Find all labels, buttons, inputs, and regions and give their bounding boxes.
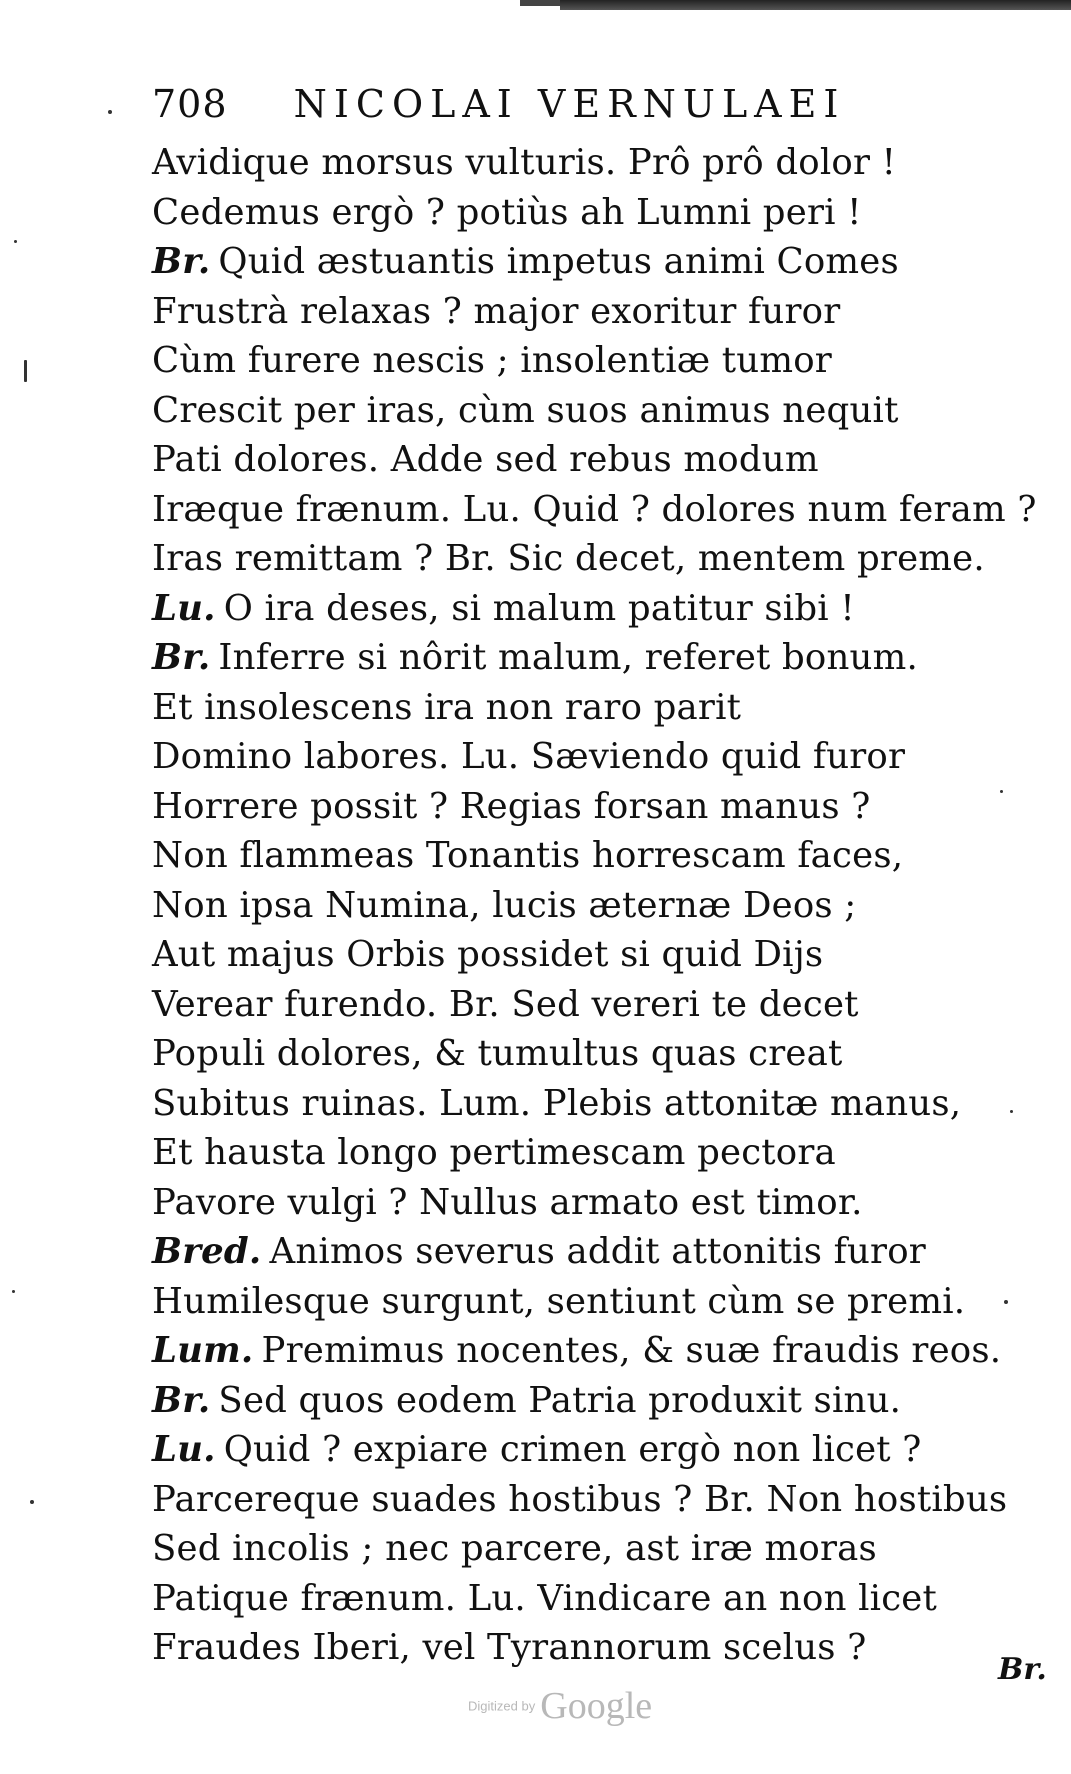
verse-line bbox=[152, 782, 1012, 832]
verse-line bbox=[152, 1128, 1012, 1178]
page-number: 708 bbox=[152, 82, 228, 126]
ink-speck bbox=[30, 1500, 34, 1504]
verse-line-text: Populi dolores, & tumultus quas creat bbox=[152, 1033, 843, 1074]
ink-speck bbox=[14, 240, 17, 243]
verse-line bbox=[152, 1524, 1012, 1574]
verse-line-text: Parcereque suades hostibus ? Br. Non hostibus bbox=[152, 1478, 1008, 1520]
speaker-label: Br. bbox=[152, 1379, 211, 1421]
verse-line bbox=[152, 188, 1012, 238]
verse-line bbox=[152, 237, 1012, 287]
speaker-label: Br. bbox=[152, 637, 211, 678]
running-header bbox=[152, 82, 845, 126]
verse-line-text: Non ipsa Numina, lucis æternæ Deos ; bbox=[152, 884, 857, 926]
verse-line-text: Pavore vulgi ? Nullus armato est timor. bbox=[152, 1181, 863, 1223]
ink-speck bbox=[12, 1290, 15, 1293]
verse-line-text: Non flammeas Tonantis horrescam faces, bbox=[152, 835, 904, 876]
verse-text bbox=[152, 138, 1037, 1673]
verse-line bbox=[152, 881, 1012, 931]
verse-line bbox=[152, 683, 1012, 733]
verse-line bbox=[152, 1029, 1012, 1079]
catchword: Br. bbox=[998, 1652, 1047, 1687]
verse-line bbox=[152, 584, 1012, 634]
verse-line-text: Premimus nocentes, & suæ fraudis reos. bbox=[261, 1330, 1002, 1371]
verse-line-text: Pati dolores. Adde sed rebus modum bbox=[152, 439, 819, 480]
page-edge-shadow bbox=[560, 0, 1071, 10]
verse-line bbox=[152, 980, 1012, 1030]
verse-line-text: Verear furendo. Br. Sed vereri te decet bbox=[152, 983, 859, 1025]
verse-line-text: Horrere possit ? Regias forsan manus ? bbox=[152, 785, 871, 827]
verse-line bbox=[152, 1376, 1012, 1426]
verse-line bbox=[152, 633, 1012, 683]
verse-line bbox=[152, 485, 1037, 535]
verse-line-text: Quid æstuantis impetus animi Comes bbox=[218, 241, 899, 282]
verse-line bbox=[152, 534, 1012, 584]
verse-line bbox=[152, 287, 1012, 337]
verse-line-text: Avidique morsus vulturis. Prô prô dolor ! bbox=[152, 142, 897, 183]
verse-line-text: Et hausta longo pertimescam pectora bbox=[152, 1132, 836, 1173]
verse-line bbox=[152, 1326, 1012, 1376]
watermark-prefix: Digitized by bbox=[468, 1698, 536, 1714]
speaker-label: Lu. bbox=[152, 587, 216, 629]
verse-line bbox=[152, 930, 1012, 980]
verse-line bbox=[152, 336, 1012, 386]
verse-line-text: Crescit per iras, cùm suos animus nequit bbox=[152, 389, 899, 431]
verse-line-text: Cedemus ergò ? potiùs ah Lumni peri ! bbox=[152, 191, 862, 233]
verse-line bbox=[152, 1079, 1012, 1129]
verse-line-text: Iras remittam ? Br. Sic decet, mentem preme. bbox=[152, 538, 985, 579]
verse-line bbox=[152, 1178, 1012, 1228]
google-logo: Google bbox=[540, 1685, 653, 1727]
verse-line bbox=[152, 831, 1012, 881]
page-edge-mark bbox=[520, 0, 560, 6]
verse-line-text: Cùm furere nescis ; insolentiæ tumor bbox=[152, 340, 832, 381]
verse-line bbox=[152, 1425, 1012, 1475]
ink-speck bbox=[1010, 1110, 1013, 1113]
google-watermark bbox=[468, 1684, 708, 1728]
verse-line-text: Domino labores. Lu. Sæviendo quid furor bbox=[152, 736, 906, 777]
verse-line-text: Sed quos eodem Patria produxit sinu. bbox=[218, 1379, 902, 1421]
verse-line bbox=[152, 386, 1012, 436]
ink-speck bbox=[24, 360, 27, 382]
verse-line-text: Iræque frænum. Lu. Quid ? dolores num feram ? bbox=[152, 488, 1037, 530]
verse-line bbox=[152, 435, 1012, 485]
verse-line-text: Inferre si nôrit malum, referet bonum. bbox=[218, 637, 918, 678]
verse-line-text: Fraudes Iberi, vel Tyrannorum scelus ? bbox=[152, 1627, 867, 1668]
verse-line bbox=[152, 1277, 1012, 1327]
verse-line-text: Frustrà relaxas ? major exoritur furor bbox=[152, 290, 841, 332]
verse-line bbox=[152, 1574, 1012, 1624]
verse-line-text: Sed incolis ; nec parcere, ast iræ moras bbox=[152, 1528, 877, 1569]
verse-line bbox=[152, 138, 1012, 188]
verse-line bbox=[152, 1227, 1012, 1277]
speaker-label: Lum. bbox=[152, 1330, 254, 1371]
verse-line bbox=[152, 1475, 1012, 1525]
speaker-label: Lu. bbox=[152, 1429, 216, 1470]
verse-line-text: Et insolescens ira non raro parit bbox=[152, 686, 742, 728]
verse-line bbox=[152, 1623, 1012, 1673]
running-title: NICOLAI VERNULAEI bbox=[293, 82, 846, 126]
verse-line-text: Humilesque surgunt, sentiunt cùm se premi. bbox=[152, 1280, 966, 1322]
speaker-label: Br. bbox=[152, 241, 211, 282]
verse-line-text: Animos severus addit attonitis furor bbox=[269, 1231, 926, 1272]
ink-speck bbox=[108, 110, 112, 114]
verse-line-text: Quid ? expiare crimen ergò non licet ? bbox=[223, 1429, 922, 1470]
verse-line-text: Aut majus Orbis possidet si quid Dijs bbox=[152, 934, 824, 975]
verse-line-text: Subitus ruinas. Lum. Plebis attonitæ manus, bbox=[152, 1082, 962, 1124]
verse-line bbox=[152, 732, 1012, 782]
verse-line-text: O ira deses, si malum patitur sibi ! bbox=[223, 587, 855, 629]
ink-speck bbox=[1004, 1300, 1008, 1304]
speaker-label: Bred. bbox=[152, 1231, 262, 1272]
ink-speck bbox=[1000, 790, 1003, 793]
verse-line-text: Patique frænum. Lu. Vindicare an non licet bbox=[152, 1577, 937, 1619]
